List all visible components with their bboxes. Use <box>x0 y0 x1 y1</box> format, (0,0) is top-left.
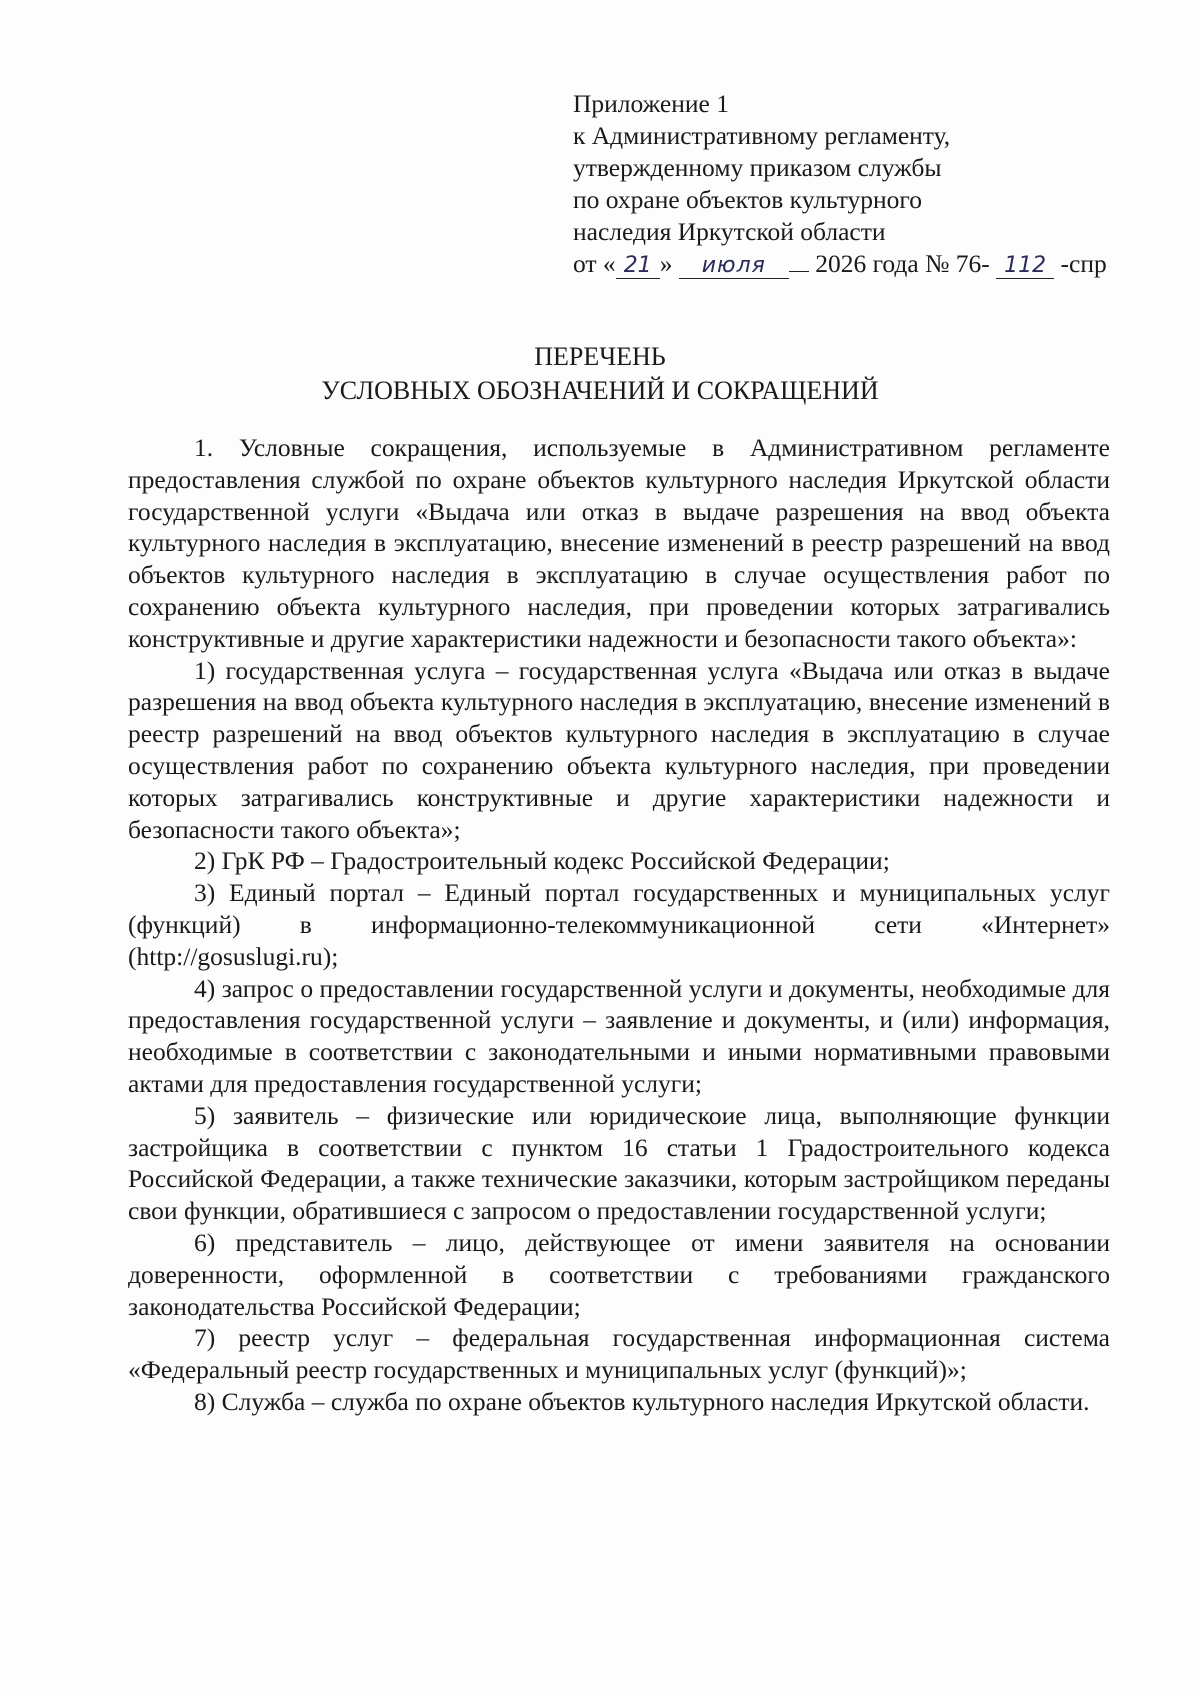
date-quote-close: » <box>659 249 673 278</box>
handwritten-month: июля <box>679 254 789 279</box>
document-body <box>128 432 1110 1418</box>
document-subtitle: УСЛОВНЫХ ОБОЗНАЧЕНИЙ И СОКРАЩЕНИЙ <box>321 376 879 405</box>
list-item-6: 6) представитель – лицо, действующее от имени заявителя на основании доверенности, оформленной в соответствии с требованиями гражданского законодательства Российской Федерации; <box>128 1227 1110 1321</box>
paragraph-1-intro: 1. Условные сокращения, используемые в Административном регламенте предоставления службой по охране объектов культурного наследия Иркутской области государственной услуги «Выдача или отказ в выдаче разрешения на ввод объекта культурного наследия в эксплуатацию, внесение изменений в реестр разрешений на ввод объектов культурного наследия в эксплуатацию в случае осуществления работ по сохранению объекта культурного наследия, при проведении которых затрагивались конструктивные и другие характеристики надежности и безопасности такого объекта»: <box>128 433 1110 653</box>
list-item-7: 7) реестр услуг – федеральная государственная информационная система «Федеральный реестр государственных и муниципальных услуг (функций)»; <box>128 1323 1110 1385</box>
appendix-date-line <box>573 248 1133 280</box>
list-item-5: 5) заявитель – физические или юридическоие лица, выполняющие функции застройщика в соответствии с пунктом 16 статьи 1 Градостроительного кодекса Российской Федерации, а также технические заказчики, которым застройщиком переданы свои функции, обратившиеся с запросом о предоставлении государственной услуги; <box>128 1100 1110 1226</box>
handwritten-day: 21 <box>616 254 660 279</box>
list-item-4: 4) запрос о предоставлении государственной услуги и документы, необходимые для предоставления государственной услуги – заявление и документы, и (или) информация, необходимые в соответствии с законодательными и иными нормативными правовыми актами для предоставления государственной услуги; <box>128 973 1110 1098</box>
list-item-3: 3) Единый портал – Единый портал государственных и муниципальных услуг (функций) в информационно-телекоммуникационной сети «Интернет» (http://gosuslugi.ru); <box>128 878 1110 971</box>
document-title: ПЕРЕЧЕНЬ <box>534 342 666 371</box>
date-year-text: 2026 года № 76- <box>815 249 990 278</box>
list-item-2: 2) ГрК РФ – Градостроительный кодекс Российской Федерации; <box>194 846 890 876</box>
appendix-line-3: утвержденному приказом службы <box>573 153 942 182</box>
appendix-number: Приложение 1 <box>573 89 729 118</box>
list-item-1: 1) государственная услуга – государственная услуга «Выдача или отказ в выдаче разрешения на ввод объекта культурного наследия в эксплуатацию, внесение изменений в реестр разрешений на ввод объектов культурного наследия в эксплуатацию в случае осуществления работ по сохранению объекта культурного наследия, при проведении которых затрагивались конструктивные и другие характеристики надежности и безопасности такого объекта»; <box>128 655 1110 844</box>
handwritten-doc-number: 112 <box>996 254 1054 279</box>
date-underline-blank <box>789 249 809 272</box>
list-item-8: 8) Служба – служба по охране объектов культурного наследия Иркутской области. <box>194 1386 1090 1416</box>
appendix-line-5: наследия Иркутской области <box>573 217 886 246</box>
appendix-line-4: по охране объектов культурного <box>573 185 922 214</box>
doc-suffix: -спр <box>1060 249 1107 278</box>
date-prefix: от « <box>573 249 616 278</box>
appendix-line-2: к Административному регламенту, <box>573 121 951 150</box>
appendix-header <box>573 88 1133 280</box>
